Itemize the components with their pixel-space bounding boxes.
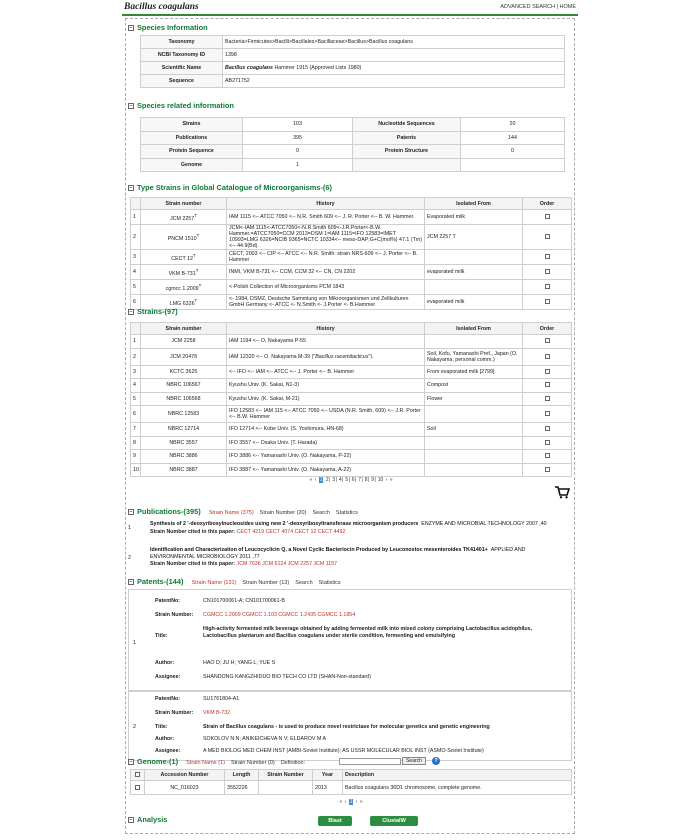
table-row bbox=[141, 118, 565, 132]
collapse-toggle-icon[interactable]: − bbox=[129, 185, 133, 192]
collapse-toggle-icon[interactable]: − bbox=[129, 103, 133, 110]
strain-link[interactable]: CECT $12^T$ bbox=[141, 250, 227, 265]
genome-tabs bbox=[186, 760, 305, 766]
isolated-from-cell bbox=[425, 463, 523, 477]
row-index: 4 bbox=[131, 265, 141, 280]
strain-number-cell bbox=[259, 781, 313, 795]
history-cell: IFO 3887 <-- Yamanashi Univ. (O. Nakayama, A-22) bbox=[227, 463, 425, 477]
table-row bbox=[141, 131, 565, 145]
table-row bbox=[131, 436, 572, 450]
table-row bbox=[131, 265, 572, 280]
tab-search[interactable]: Search bbox=[295, 580, 313, 586]
history-cell: INMI, VKM B-731 <-- CCM, CCM 32 <-- CN, CN 2202 bbox=[227, 265, 425, 280]
publication-index: 1 bbox=[128, 525, 131, 531]
type-strains-table bbox=[130, 197, 572, 310]
pager-page-5[interactable]: 5 bbox=[345, 477, 349, 483]
tab-statistics[interactable]: Statistics bbox=[335, 510, 358, 516]
row-index: 6 bbox=[131, 295, 141, 310]
order-checkbox[interactable] bbox=[545, 453, 550, 458]
table-row bbox=[131, 210, 572, 225]
patent-item: 2 PatentNo: SU1761804-A1 Strain Number: VKM B-732 Title: Strain of Bacillus coagulans - is used to produce novel restrictase for molecular genetics and genetic engineering Author: SOKOLOV N N; ANIKEICHEVA N V; ELDAROV M A Assignee: A MED BIOLOG MED CHEM INST (AMBI-Soviet Institute); AS USSR MOLECULAR BIOL INST (ASMO-Soviet Institute) bbox=[128, 691, 572, 761]
col-index bbox=[131, 323, 141, 335]
cited-strains-link[interactable]: CECT 4219 CECT 4074 CECT 12 CECT 4492 bbox=[236, 529, 346, 535]
col-history: History bbox=[227, 198, 425, 210]
pager-prev[interactable]: ‹ bbox=[344, 799, 347, 805]
row-index: 5 bbox=[131, 280, 141, 295]
tab-strain-number[interactable]: Strain Number (20) bbox=[259, 510, 307, 516]
table-row bbox=[131, 335, 572, 349]
col-description: Description bbox=[343, 770, 572, 781]
collapse-toggle-icon[interactable]: − bbox=[129, 309, 133, 316]
history-cell: JCM<-IAM 1115<-ATCC7050<-N.R.Smith 609<-J.R.Porter<-B.W. Hammer.=ATCC7050=CCM 2013=DSM 1=IAM 1115=IFO 12583=IMET 10993=LMG 6326=NCIB 9365=NCTC 10334<-- meso-DAP;G+C(mol%) 47.1 (Tm)<-- 44.9(Bd). bbox=[227, 225, 425, 250]
protein-seq-label: Protein Sequence bbox=[141, 145, 243, 159]
col-strain-number: Strain Number bbox=[259, 770, 313, 781]
type-strains-heading[interactable]: − Type Strains in Global Catalogue of Microorganisms-(6) bbox=[129, 183, 332, 192]
row-index: 2 bbox=[131, 225, 141, 250]
col-length: Length bbox=[225, 770, 259, 781]
publication-item bbox=[126, 519, 572, 543]
col-strain-number: Strain number bbox=[141, 198, 227, 210]
publication-item bbox=[126, 543, 572, 575]
patent-item: 1 PatentNo: CN101700061-A; CN101700061-B Strain Number: CGMCC 1.2009 CGMCC 1.103 CGMCC 1.2435 CGMCC 1.1854 Title: High-activity fermented milk beverage obtained by adding fermented milk into mixed colony comprising Lactobacillus acidophilus, Lactobacillus plantarum and Bacillus coagulans under sterile condition, fermenting and emulsifying Author: HAO D; JU H; YANG L; YUE S Assignee: SHANDONG KANGZHIDUO BIO TECH CO LTD (SHAN-Non-standard) bbox=[128, 589, 572, 691]
row-index: 3 bbox=[131, 250, 141, 265]
strain-link[interactable]: JCM 20478 bbox=[141, 348, 227, 365]
collapse-toggle-icon[interactable]: − bbox=[129, 817, 133, 824]
isolated-from-cell: Soil, Kofu, Yamanashi Pref., Japan (O. Nakayama, personal comm.) bbox=[425, 348, 523, 365]
table-row bbox=[131, 450, 572, 464]
publication-line bbox=[150, 547, 570, 560]
row-index: 10 bbox=[131, 463, 141, 477]
order-checkbox[interactable] bbox=[545, 467, 550, 472]
order-checkbox[interactable] bbox=[545, 234, 550, 239]
row-index: 5 bbox=[131, 392, 141, 406]
isolated-from-cell: Compost bbox=[425, 379, 523, 393]
pager-first[interactable]: « bbox=[309, 477, 313, 483]
publication-journal: APPLIED AND ENVIRONMENTAL MICROBIOLOGY 2011 ,77 bbox=[150, 547, 526, 560]
strains-label: Strains bbox=[141, 118, 243, 132]
table-row bbox=[141, 49, 565, 62]
strain-link[interactable]: JCM 2258 bbox=[141, 335, 227, 349]
table-header-row bbox=[131, 770, 572, 781]
genome-heading[interactable]: − Genome-(1) Strain Name (1) Strain Number (0) Definition: bbox=[129, 757, 306, 766]
table-row bbox=[131, 280, 572, 295]
patent-number: SU1761804-A1 bbox=[203, 696, 240, 702]
table-row bbox=[131, 295, 572, 310]
order-checkbox[interactable] bbox=[545, 440, 550, 445]
isolated-from-cell: JCM 2257 T bbox=[425, 225, 523, 250]
strain-link[interactable]: VKM $B-731^T$ bbox=[141, 265, 227, 280]
patent-assignee: SHANDONG KANGZHIDUO BIO TECH CO LTD (SHAN-Non-standard) bbox=[203, 674, 371, 680]
content-area bbox=[125, 18, 575, 834]
cited-line: Strain Number cited in this paper: CECT 4219 CECT 4074 CECT 12 CECT 4492 bbox=[150, 529, 346, 535]
isolated-from-cell: From evaporated milk [2799] bbox=[425, 365, 523, 379]
pager-next[interactable]: › bbox=[385, 477, 388, 483]
top-links bbox=[500, 4, 576, 10]
strain-link[interactable]: NBRC 3886 bbox=[141, 450, 227, 464]
table-row bbox=[131, 348, 572, 365]
row-index: 4 bbox=[131, 379, 141, 393]
isolated-from-cell: evaporated milk bbox=[425, 295, 523, 310]
patents-tabs bbox=[191, 580, 346, 586]
table-row bbox=[131, 406, 572, 423]
tab-strain-name[interactable]: Strain Name (1) bbox=[186, 760, 225, 766]
taxonomy-id-label: NCBI Taxonomy ID bbox=[141, 49, 223, 62]
table-row bbox=[131, 781, 572, 795]
tab-strain-name[interactable]: Strain Name (375) bbox=[208, 510, 254, 516]
table-row bbox=[131, 225, 572, 250]
accession-link[interactable]: NC_016023 bbox=[145, 781, 225, 795]
order-checkbox[interactable] bbox=[545, 214, 550, 219]
pager-page-10[interactable]: 10 bbox=[377, 477, 384, 483]
publications-tabs bbox=[209, 510, 364, 516]
pager-page-2[interactable]: 2 bbox=[325, 477, 329, 483]
genome-search-button[interactable]: Search bbox=[402, 757, 426, 765]
protein-seq-count: 0 bbox=[243, 145, 353, 159]
description-cell: Bacillus coagulans 36D1 chromosome, complete genome. bbox=[343, 781, 572, 795]
strain-link[interactable]: NBRC 12583 bbox=[141, 406, 227, 423]
analysis-heading[interactable]: − Analysis bbox=[129, 815, 168, 824]
publications-label: Publications bbox=[141, 131, 243, 145]
pager-page-1[interactable]: 1 bbox=[349, 799, 353, 805]
genome-table bbox=[130, 769, 572, 795]
col-accession: Accession Number bbox=[145, 770, 225, 781]
table-row bbox=[131, 423, 572, 437]
taxonomy-id-value: 1398 bbox=[223, 49, 565, 62]
table-header-row bbox=[131, 323, 572, 335]
advanced-search-link[interactable]: ADVANCED SEARCH bbox=[500, 4, 555, 10]
history-cell: IFO 3886 <-- Yamanashi Univ. (O. Nakayama, P-22) bbox=[227, 450, 425, 464]
strain-link[interactable]: NBRC 12714 bbox=[141, 423, 227, 437]
isolated-from-cell: evaporated milk bbox=[425, 265, 523, 280]
publications-count-link[interactable]: 395 bbox=[243, 131, 353, 145]
taxonomy-value: Bacteria>Firmicutes>Bacilli>Bacillales>Bacillaceae>Bacillus>Bacillus coagulans bbox=[223, 36, 565, 49]
patents-heading[interactable]: − Patents-(144) Strain Name (131) Strain Number (13) Search Statistics bbox=[128, 577, 347, 586]
collapse-toggle-icon[interactable]: − bbox=[129, 579, 133, 586]
tab-strain-number[interactable]: Strain Number (13) bbox=[242, 580, 290, 586]
pager-page-1[interactable]: 1 bbox=[319, 477, 323, 483]
col-order: Order bbox=[523, 323, 572, 335]
patents-count-link[interactable]: 144 bbox=[461, 131, 565, 145]
publication-index: 2 bbox=[128, 555, 131, 561]
table-row bbox=[141, 36, 565, 49]
publications-heading[interactable]: − Publications-(395) Strain Name (375) Strain Number (20) Search Statistics bbox=[128, 507, 364, 516]
collapse-toggle-icon[interactable]: − bbox=[129, 759, 133, 766]
genome-count-link[interactable]: 1 bbox=[243, 158, 353, 172]
collapse-toggle-icon[interactable]: − bbox=[129, 25, 133, 32]
row-index: 1 bbox=[131, 335, 141, 349]
cited-line: Strain Number cited in this paper: JCM 7636 JCM 6124 JCM 2257 JCM 1157 bbox=[150, 561, 338, 567]
table-row bbox=[131, 250, 572, 265]
pager-last[interactable]: » bbox=[389, 477, 393, 483]
history-cell: CECT, 2003 <-- CIP <-- ATCC <-- N.R. Smith: strain NRS-609 <-- J. Porter <-- B. Hammer bbox=[227, 250, 425, 265]
clustalw-button[interactable]: ClustalW bbox=[370, 816, 418, 826]
genome-pagination bbox=[126, 799, 576, 805]
nucleotide-count-link[interactable]: 20 bbox=[461, 118, 565, 132]
isolated-from-cell bbox=[425, 280, 523, 295]
isolated-from-cell: Evaporated milk bbox=[425, 210, 523, 225]
pager-prev[interactable]: ‹ bbox=[314, 477, 317, 483]
page-frame bbox=[122, 0, 578, 840]
isolated-from-cell bbox=[425, 406, 523, 423]
publication-line bbox=[150, 521, 570, 528]
row-index: 6 bbox=[131, 406, 141, 423]
cited-strains-link[interactable]: JCM 7636 JCM 6124 JCM 2257 JCM 1157 bbox=[236, 561, 338, 567]
order-checkbox[interactable] bbox=[545, 338, 550, 343]
strains-count-link[interactable]: 103 bbox=[243, 118, 353, 132]
order-checkbox[interactable] bbox=[545, 426, 550, 431]
patent-strain-links[interactable]: CGMCC 1.2009 CGMCC 1.103 CGMCC 1.2435 CGMCC 1.1854 bbox=[203, 612, 356, 618]
patent-index: 2 bbox=[133, 724, 137, 730]
tab-strain-number[interactable]: Strain Number (0) bbox=[230, 760, 275, 766]
species-related-table bbox=[140, 117, 565, 172]
publication-title[interactable]: Identification and Characterization of Leucocyclicin Q, a Novel Cyclic Bacteriocin Produced by Leuconostoc mesenteroides TK41401+ bbox=[150, 547, 488, 553]
species-title: Bacillus coagulans bbox=[124, 2, 199, 12]
isolated-from-cell bbox=[425, 335, 523, 349]
isolated-from-cell: Flower bbox=[425, 392, 523, 406]
order-checkbox[interactable] bbox=[545, 299, 550, 304]
order-checkbox[interactable] bbox=[545, 354, 550, 359]
blast-button[interactable]: Blast bbox=[318, 816, 352, 826]
patent-title: High-activity fermented milk beverage obtained by adding fermented milk into mixed colony comprising Lactobacillus acidophilus, Lactobacillus plantarum and Bacillus coagulans under sterile condition, fermenting and emulsifying bbox=[203, 626, 533, 639]
pager-page-3[interactable]: 3 bbox=[332, 477, 336, 483]
order-checkbox[interactable] bbox=[545, 411, 550, 416]
definition-label: Definition: bbox=[280, 760, 306, 766]
shopping-cart-icon[interactable] bbox=[554, 485, 570, 499]
table-row bbox=[131, 463, 572, 477]
publication-title[interactable]: Synthesis of 2 '-deoxyribosylnucleosides using new 2 '-deoxyribosyltransferase microorganism producers bbox=[150, 521, 419, 527]
patent-author: HAO D; JU H; YANG L; YUE S bbox=[203, 660, 276, 666]
home-link[interactable]: HOME bbox=[559, 4, 576, 10]
table-row bbox=[141, 158, 565, 172]
strain-link[interactable]: NBRC 106567 bbox=[141, 379, 227, 393]
row-index: 8 bbox=[131, 436, 141, 450]
history-cell: IFO 12714 <-- Kobe Univ. (S. Yoshimura, HN-68) bbox=[227, 423, 425, 437]
patent-index: 1 bbox=[133, 640, 137, 646]
species-info-heading[interactable]: − Species Information bbox=[129, 23, 208, 32]
pager-page-8[interactable]: 8 bbox=[364, 477, 368, 483]
row-index: 3 bbox=[131, 365, 141, 379]
table-row bbox=[141, 62, 565, 75]
tab-statistics[interactable]: Statistics bbox=[318, 580, 341, 586]
strains-heading[interactable]: − Strains-(97) bbox=[129, 307, 178, 316]
help-icon[interactable]: ? bbox=[432, 757, 440, 765]
definition-input[interactable] bbox=[339, 758, 401, 765]
strain-link[interactable]: KCTC 3625 bbox=[141, 365, 227, 379]
strain-link[interactable]: JCM $2257^T$ bbox=[141, 210, 227, 225]
col-order: Order bbox=[523, 198, 572, 210]
table-row bbox=[131, 392, 572, 406]
protein-struct-label: Protein Structure bbox=[353, 145, 461, 159]
isolated-from-cell bbox=[425, 436, 523, 450]
history-cell: <- 1984, DSMZ, Deutsche Sammlung von Mikroorganismen und Zellkulturen GmbH Germany <- ATCC <- N.Smith <- J.Porter <- B.Hammer bbox=[227, 295, 425, 310]
genome-label: Genome bbox=[141, 158, 243, 172]
patent-title: Strain of Bacillus coagulans - is used to produce novel restrictase for molecular genetics and genetic engineering bbox=[203, 724, 490, 730]
pager-page-6[interactable]: 6 bbox=[351, 477, 355, 483]
tab-search[interactable]: Search bbox=[312, 510, 330, 516]
species-info-table bbox=[140, 35, 565, 88]
col-strain-number: Strain number bbox=[141, 323, 227, 335]
strain-link[interactable]: PNCM $1510^T$ bbox=[141, 225, 227, 250]
patent-author: SOKOLOV N N; ANIKEICHEVA N V; ELDAROV M A bbox=[203, 736, 327, 742]
history-cell: <-- IFO <-- IAM <-- ATCC <-- J. Porter <-- B. Hammer bbox=[227, 365, 425, 379]
order-checkbox[interactable] bbox=[545, 382, 550, 387]
row-index: 2 bbox=[131, 348, 141, 365]
order-checkbox[interactable] bbox=[545, 269, 550, 274]
history-cell: Kyushu Univ. (K. Sakai, M-21) bbox=[227, 392, 425, 406]
nucleotide-label: Nucleotide Sequences bbox=[353, 118, 461, 132]
pager-next[interactable]: › bbox=[355, 799, 358, 805]
top-bar bbox=[122, 2, 578, 16]
col-year: Year bbox=[313, 770, 343, 781]
link-separator: | bbox=[556, 4, 558, 10]
species-related-heading[interactable]: − Species related information bbox=[129, 101, 234, 110]
table-row bbox=[141, 145, 565, 159]
isolated-from-cell bbox=[425, 450, 523, 464]
strain-link[interactable]: NBRC 106568 bbox=[141, 392, 227, 406]
empty-label bbox=[353, 158, 461, 172]
sequence-label: Sequence bbox=[141, 75, 223, 88]
strain-link[interactable]: cgmcc $1.2009^T$ bbox=[141, 280, 227, 295]
patent-number: CN101700061-A; CN101700061-B bbox=[203, 598, 285, 604]
patent-strain-links[interactable]: VKM B-732 bbox=[203, 710, 231, 716]
strain-link[interactable]: NBRC 3557 bbox=[141, 436, 227, 450]
scientific-name-label: Scientific Name bbox=[141, 62, 223, 75]
history-cell: IAM 12320 <-- O. Nakayama M-39 ("Bacillus racemilacticus"). bbox=[227, 348, 425, 365]
table-row bbox=[141, 75, 565, 88]
empty-value bbox=[461, 158, 565, 172]
scientific-name-value: Bacillus coagulans Hammer 1915 (Approved Lists 1980) bbox=[223, 62, 565, 75]
taxonomy-label: Taxonomy bbox=[141, 36, 223, 49]
history-cell: IAM 1115 <-- ATCC 7050 <-- N.R. Smith 609 <-- J. R. Porter <-- B. W. Hammer. bbox=[227, 210, 425, 225]
isolated-from-cell bbox=[425, 250, 523, 265]
order-checkbox[interactable] bbox=[545, 369, 550, 374]
history-cell: IFO 12583 <-- IAM 115 <-- ATCC 7050 <-- USDA (N.R. Smith, 609) <-- J.R. Porter <-- B.W. Hammer bbox=[227, 406, 425, 423]
strains-pagination: « ‹ 1 2| 3| 4| 5| 6| 7| 8| 9| 10 › » bbox=[309, 477, 393, 483]
strain-link[interactable]: NBRC 3887 bbox=[141, 463, 227, 477]
row-index: 9 bbox=[131, 450, 141, 464]
pager-first[interactable]: « bbox=[339, 799, 343, 805]
table-row bbox=[131, 379, 572, 393]
order-checkbox[interactable] bbox=[545, 396, 550, 401]
row-checkbox[interactable] bbox=[135, 785, 140, 790]
row-index: 7 bbox=[131, 423, 141, 437]
strains-table bbox=[130, 322, 572, 477]
pager-page-9[interactable]: 9 bbox=[371, 477, 375, 483]
history-cell: Kyushu Univ. (K. Sakai, N1-3) bbox=[227, 379, 425, 393]
col-isolated-from: Isolated From bbox=[425, 198, 523, 210]
length-cell: 3552226 bbox=[225, 781, 259, 795]
collapse-toggle-icon[interactable]: − bbox=[129, 509, 133, 516]
history-cell: <-Polish Collection of Microorganisms PCM 1843 bbox=[227, 280, 425, 295]
strain-link[interactable]: LMG $6326^T$ bbox=[141, 295, 227, 310]
pager-last[interactable]: » bbox=[359, 799, 363, 805]
col-history: History bbox=[227, 323, 425, 335]
col-index bbox=[131, 198, 141, 210]
year-cell: 2013 bbox=[313, 781, 343, 795]
tab-strain-name[interactable]: Strain Name (131) bbox=[191, 580, 237, 586]
select-all-checkbox[interactable] bbox=[135, 772, 140, 777]
row-index: 1 bbox=[131, 210, 141, 225]
pager-page-4[interactable]: 4 bbox=[338, 477, 342, 483]
history-cell: IAM 1194 <-- O. Nakayama P-55 bbox=[227, 335, 425, 349]
order-checkbox[interactable] bbox=[545, 254, 550, 259]
patents-label: Patents bbox=[353, 131, 461, 145]
publication-journal: ENZYME AND MICROBIAL TECHNOLOGY 2007 ,40 bbox=[421, 521, 547, 527]
order-checkbox[interactable] bbox=[545, 284, 550, 289]
table-row bbox=[131, 365, 572, 379]
protein-struct-count: 0 bbox=[461, 145, 565, 159]
isolated-from-cell: Soil bbox=[425, 423, 523, 437]
pager-page-7[interactable]: 7 bbox=[358, 477, 362, 483]
sequence-link[interactable]: AB271752 bbox=[223, 75, 565, 88]
patent-assignee: A MED BIOLOG MED CHEM INST (AMBI-Soviet Institute); AS USSR MOLECULAR BIOL INST (ASMO-Soviet Institute) bbox=[203, 748, 484, 754]
col-isolated-from: Isolated From bbox=[425, 323, 523, 335]
history-cell: IFO 3557 <-- Osaka Univ. (T. Harada) bbox=[227, 436, 425, 450]
table-header-row bbox=[131, 198, 572, 210]
